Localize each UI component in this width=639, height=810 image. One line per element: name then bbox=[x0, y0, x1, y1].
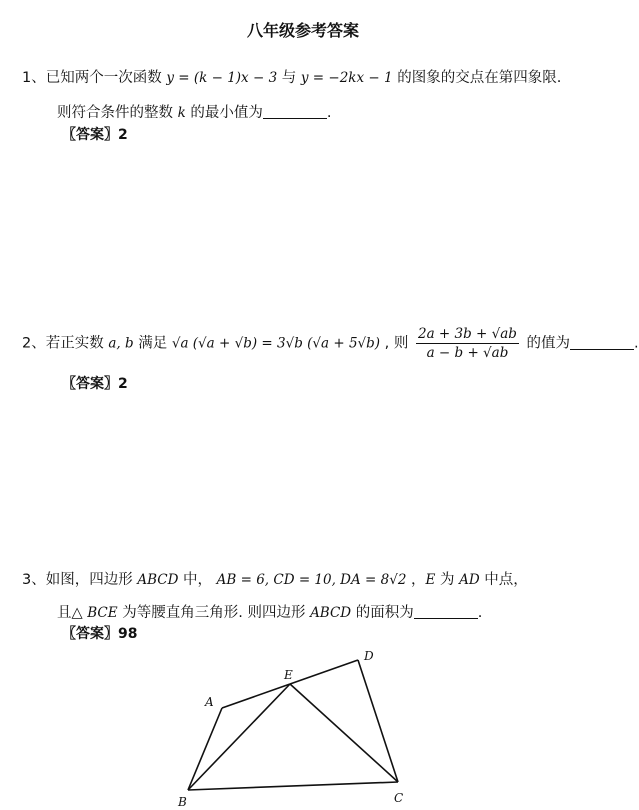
vertex-label-b: B bbox=[178, 795, 187, 809]
q1-period: . bbox=[326, 105, 332, 121]
q2-period: . bbox=[634, 335, 639, 352]
q3-text-e: 中点， bbox=[479, 572, 528, 588]
q2-number: 2、 bbox=[22, 335, 46, 352]
q3-text-a: 如图，四边形 bbox=[45, 572, 138, 588]
q3-text-d: 为 bbox=[435, 572, 460, 588]
q2-vars: a, b bbox=[108, 335, 134, 352]
q3-text-c: ， bbox=[406, 572, 426, 588]
vertex-label-e: E bbox=[284, 668, 293, 682]
q3-var-bce: BCE bbox=[87, 605, 118, 621]
vertex-label-a: A bbox=[205, 695, 214, 709]
q1-line2-b: 的最小值为 bbox=[185, 105, 263, 121]
q1-text-c: 的图象的交点在第四象限. bbox=[392, 70, 562, 86]
q3-abcd: ABCD bbox=[137, 572, 179, 588]
q2-answer: 〖答案〗2 bbox=[62, 376, 128, 392]
q3-var-e: E bbox=[425, 572, 436, 588]
segment-be bbox=[188, 684, 290, 790]
q3-period: . bbox=[477, 605, 483, 621]
q3-var-ad: AD bbox=[459, 572, 480, 588]
q1-line2-a: 则符合条件的整数 bbox=[57, 105, 178, 121]
q1-function-2: y = −2kx − 1 bbox=[300, 70, 393, 86]
q3-line2-abcd: ABCD bbox=[310, 605, 352, 621]
q3-answer: 〖答案〗98 bbox=[62, 626, 138, 642]
vertex-label-c: C bbox=[394, 791, 404, 805]
q2-text-d: 的值为 bbox=[521, 335, 571, 352]
q3-line2-c: 的面积为 bbox=[351, 605, 414, 621]
q2-fraction-denominator: a − b + √ab bbox=[426, 345, 509, 362]
vertex-label-d: D bbox=[364, 649, 374, 663]
q3-line2-a: 且△ bbox=[57, 605, 88, 621]
segment-ae bbox=[222, 684, 290, 708]
q2-text-b: 满足 bbox=[133, 335, 172, 352]
q1-number: 1、 bbox=[22, 70, 46, 86]
q1-var-k: k bbox=[177, 105, 186, 121]
q2-equation: √a (√a + √b) = 3√b (√a + 5√b) bbox=[171, 335, 381, 352]
q1-answer: 〖答案〗2 bbox=[62, 127, 128, 143]
q2-text-c: , 则 bbox=[380, 335, 413, 352]
q2-text-a: 若正实数 bbox=[45, 335, 109, 352]
segment-ba bbox=[188, 708, 222, 790]
page-title: 八年级参考答案 bbox=[246, 21, 359, 40]
q1-text-b: 与 bbox=[277, 70, 301, 86]
q3-text-b: 中， bbox=[178, 572, 217, 588]
q1-text-a: 已知两个一次函数 bbox=[45, 70, 167, 86]
q3-given: AB = 6, CD = 10, DA = 8√2 bbox=[216, 572, 407, 588]
q3-line2-b: 为等腰直角三角形. 则四边形 bbox=[117, 605, 311, 621]
q2-fraction-numerator: 2a + 3b + √ab bbox=[416, 326, 519, 344]
q3-number: 3、 bbox=[22, 572, 46, 588]
segment-ed bbox=[290, 660, 358, 684]
segment-cb bbox=[188, 782, 398, 790]
q1-function-1: y = (k − 1)x − 3 bbox=[166, 70, 278, 86]
